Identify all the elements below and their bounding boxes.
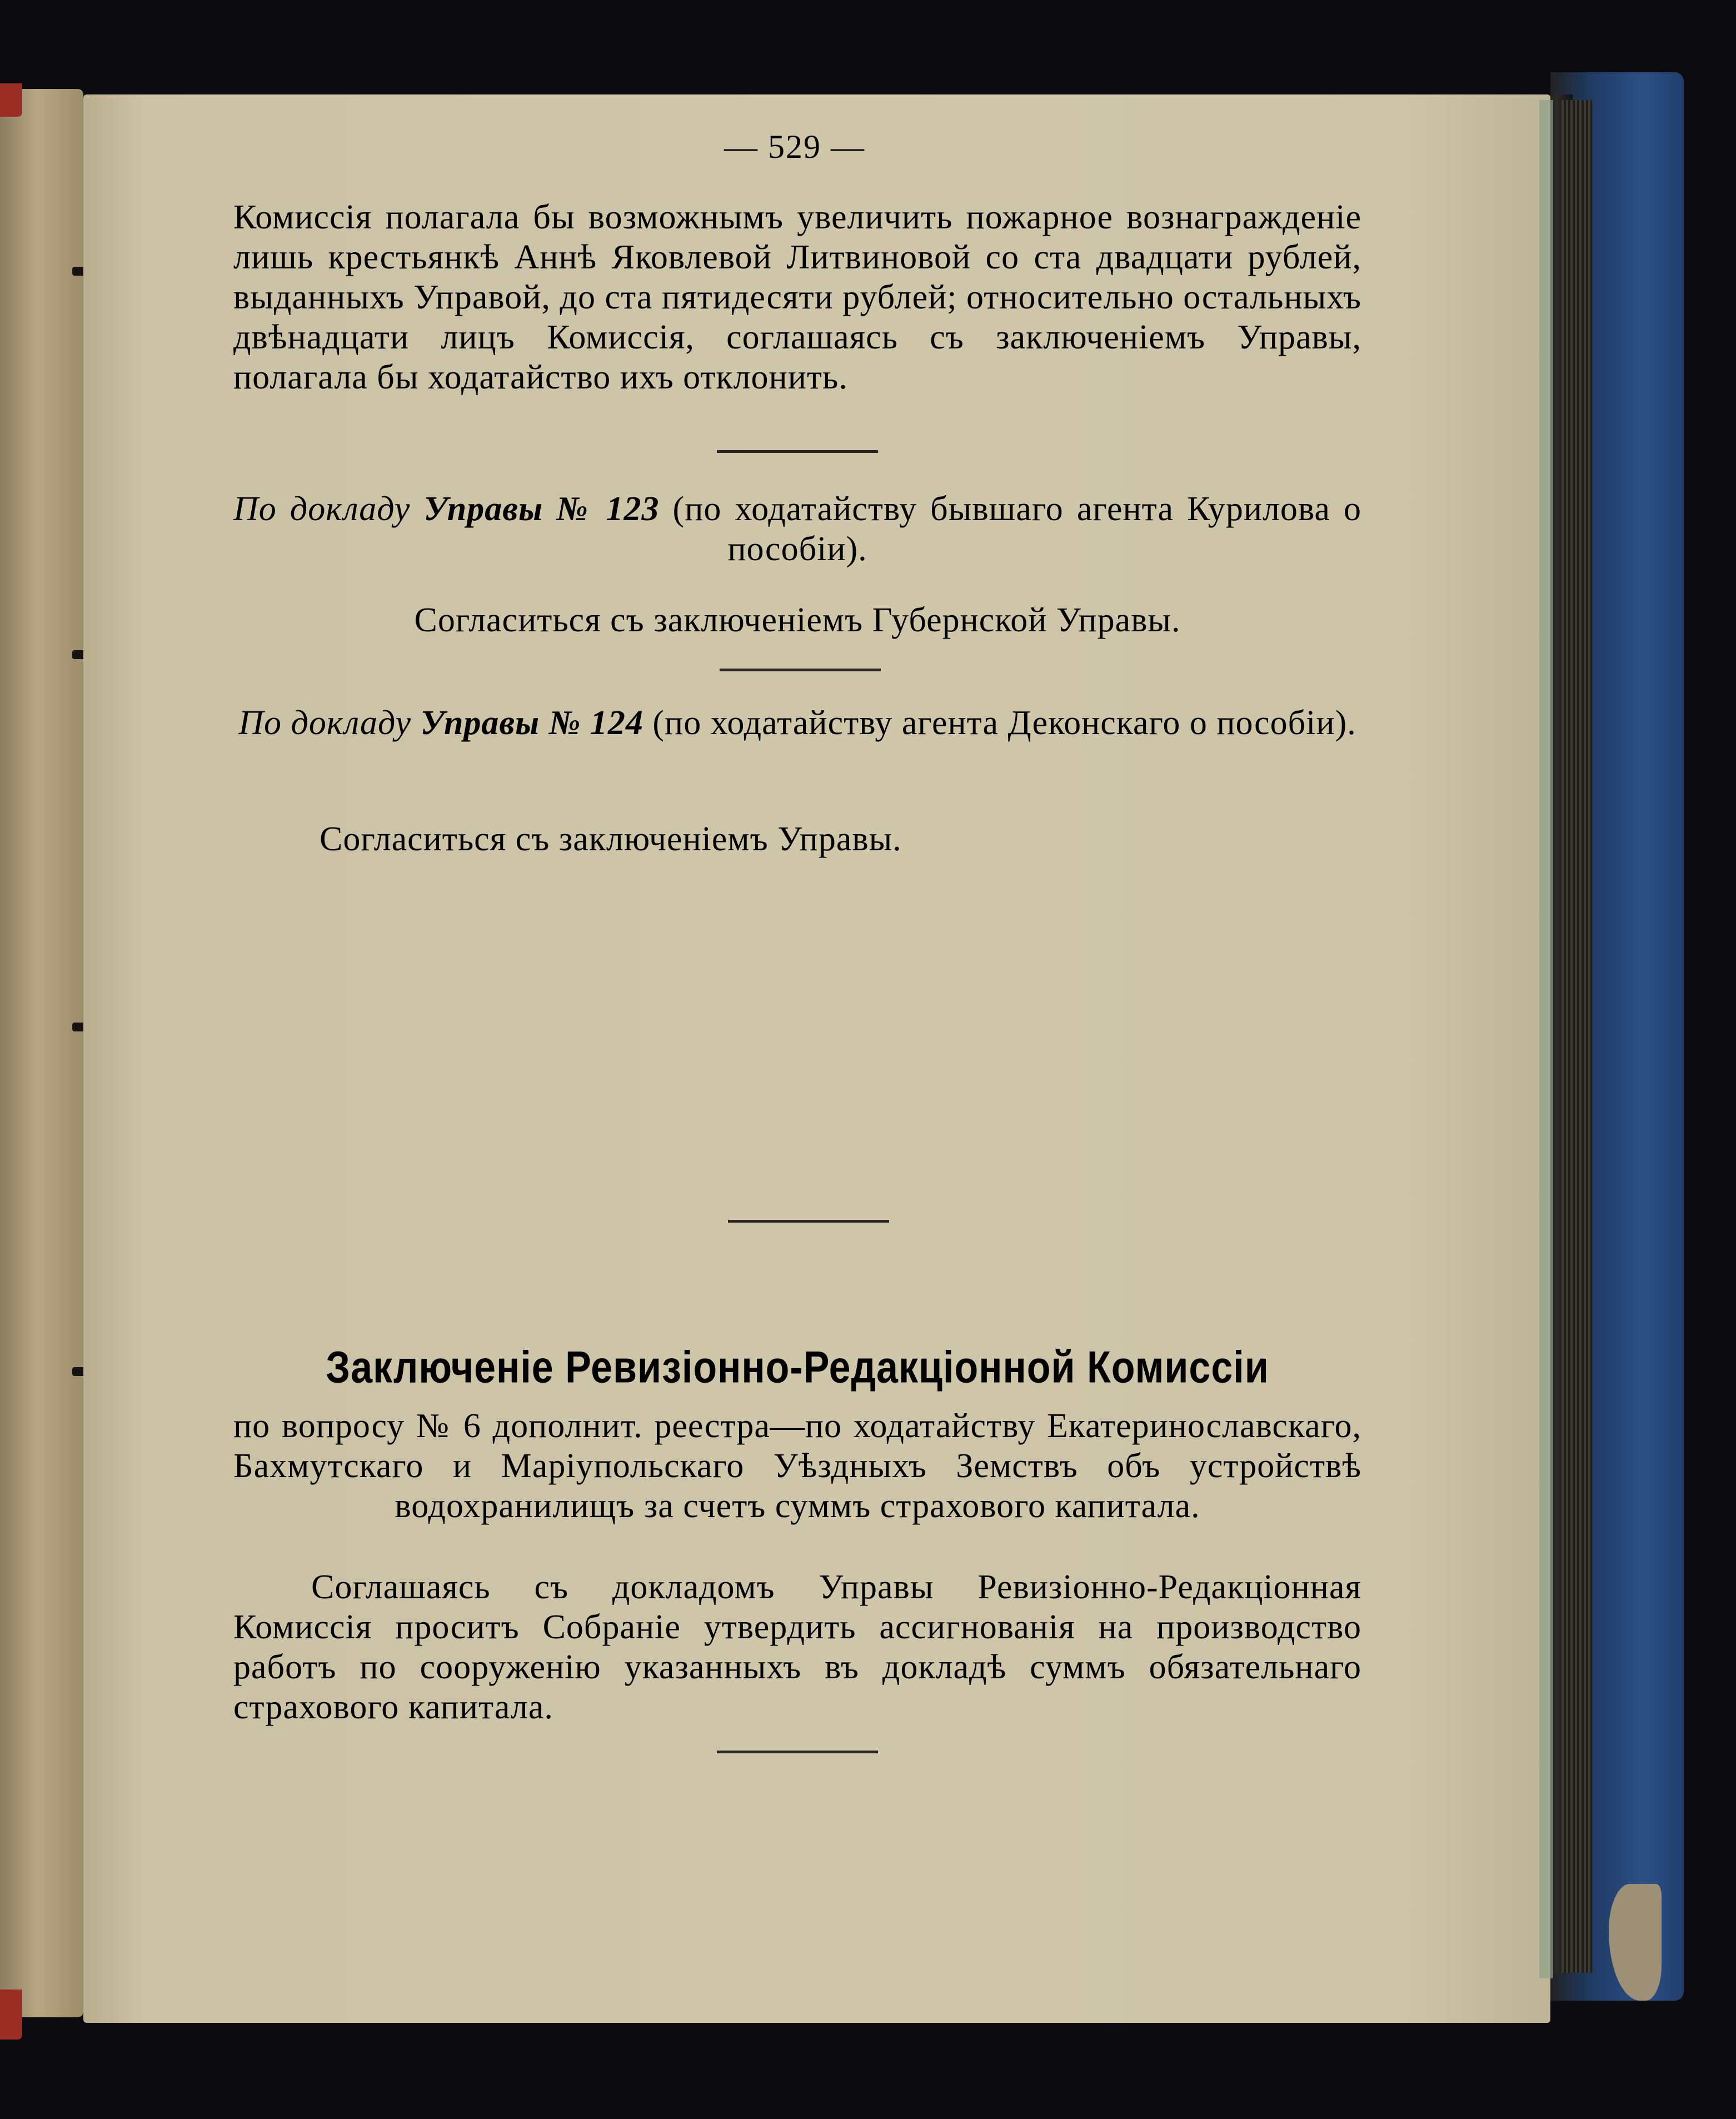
page-stack-edge [1562,100,1592,1973]
section-divider [717,1751,878,1753]
report-number: Управы № 124 [420,704,643,742]
opening-paragraph: Комиссія полагала бы возможнымъ увеличить пожарное вознагражденіе лишь крестьянкѣ Аннѣ Яковлевой Литвиновой со ста двадцати рублей, выданныхъ Управой, до ста пятидесяти рублей; относительно остальныхъ двѣнадцати лицъ Комиссія, соглашаясь съ заключеніемъ Управы, полагала бы ходатайство ихъ отклонить. [233,198,1361,396]
section-divider [728,1220,889,1223]
commission-heading: Заключеніе Ревизіонно-Редакціонной Комиссіи [326,1342,1269,1392]
report-text: (по ходатайству бывшаго агента Курилова о пособіи). [672,490,1361,568]
report-124-heading [233,703,1361,743]
report-number: Управы № 123 [423,490,660,528]
report-text: (по ходатайству агента Деконскаго о пособіи). [652,704,1356,742]
report-124-resolution: Согласиться съ заключеніемъ Управы. [320,820,902,858]
commission-subject: по вопросу № 6 дополнит. реестра—по ходатайству Екатеринославскаго, Бахмутскаго и Маріупольскаго Уѣздныхъ Земствъ объ устройствѣ водохранилищъ за счетъ суммъ страхового капитала. [233,1407,1361,1525]
page-number: — 529 — [724,128,865,165]
page-edge [1539,100,1553,1978]
report-123-resolution: Согласиться съ заключеніемъ Губернской Управы. [414,601,1181,639]
left-page [0,89,83,2017]
commission-body-text: Соглашаясь съ докладомъ Управы Ревизіонно-Редакціонная Комиссія проситъ Собраніе утвердить ассигнованія на производство работъ по сооруженію указанныхъ въ докладѣ суммъ обязательнаго страхового капитала. [233,1568,1361,1726]
left-page-red-edge-bottom [0,1990,22,2040]
report-123-heading [233,489,1361,569]
left-page-red-edge [0,83,22,117]
section-divider [717,450,878,453]
report-lead: По докладу [238,704,412,742]
commission-body [233,1567,1361,1727]
section-divider [720,669,881,671]
report-lead: По докладу [233,490,411,528]
